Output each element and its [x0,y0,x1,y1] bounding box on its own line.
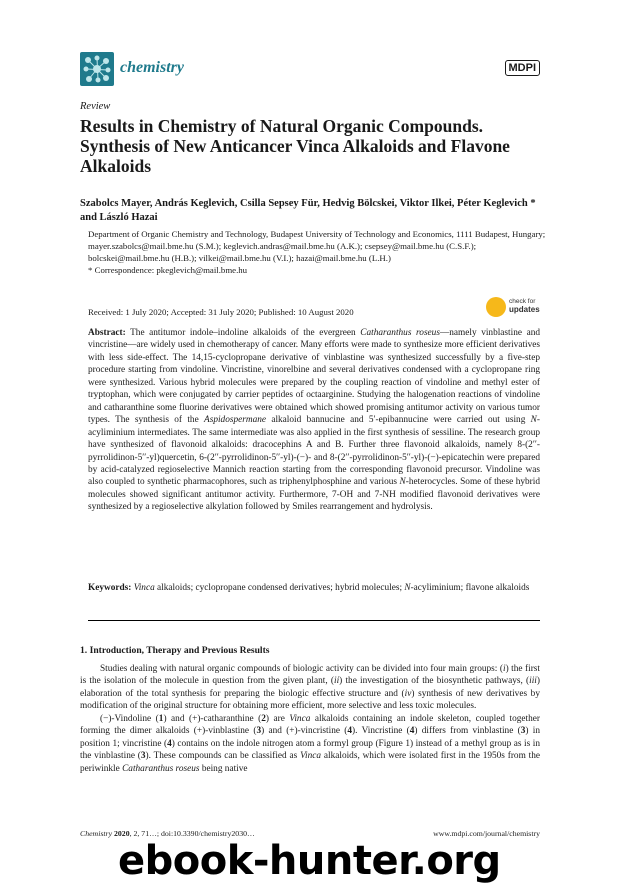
text: Studies dealing with natural organic compounds of biologic activity can be divided into four main groups: ( [100,664,503,674]
compound-number: 3 [520,726,526,737]
abstract-italic: Aspidospermane [204,415,266,426]
compound-number: 4 [409,726,415,737]
italic: i [502,664,506,674]
keywords-italic: N [404,583,411,593]
footer-doi: , 2, 71…; doi:10.3390/chemistry2030… [129,829,255,838]
check-updates-line2: updates [509,305,540,314]
abstract-text: -acyliminium intermediates. The same intermediate was also applied in the first synthesis of sessiline. The research group have synthesized of flavonoid alkaloids: dracocephins A and B. Further three flavonoid alkaloids, namely 8-(2′′-pyrrolidinon-5′′-yl)quercetin, 6-(2′′-pyrrolidinon-5′′-yl)-(−)- and 8-(2′′-pyrrolidinon-5′′-yl)-(−)-epicatechin were prepared by acid-catalyzed regioselective Mannich reaction starting from the corresponding flavonoid precursor. Vindoline was also coupled to synthetic pharmacophores, such as triphenylphosphine and various [88,415,540,488]
abstract-text: -heterocycles. Some of these hybrid molecules showed significant antitumor activity. Furthermore, 7-OH and 7-NH modified flavonoid derivatives were synthesized by a regioselective alkylation followed by Smiles rearrangement and hydrolysis. [88,477,540,513]
italic: iv [404,688,412,699]
compound-number: 4 [167,738,172,749]
affiliation-block [88,228,548,276]
text: ) differs from vinblastine ( [414,726,521,737]
abstract-text: The antitumor indole–indoline alkaloids of the evergreen [125,328,361,338]
abstract-italic: Catharanthus roseus [360,328,440,338]
italic: Vinca [300,751,322,762]
publisher-logo: MDPI [505,60,541,76]
correspondence: * Correspondence: pkeglevich@mail.bme.hu [88,265,248,276]
text: ) elaboration of the total synthesis for preparing the biologic effective structure and ( [80,676,540,699]
publication-dates: Received: 1 July 2020; Accepted: 31 July 2020; Published: 10 August 2020 [88,307,354,317]
italic: iii [529,676,537,687]
italic: Catharanthus roseus [122,763,200,774]
journal-header [80,52,540,92]
italic: Vinca [289,713,311,724]
compound-number: 4 [347,726,353,737]
footer-year: 2020 [112,829,130,838]
text: ). These compounds can be classified as [145,751,301,762]
footer-journal: Chemistry [80,829,113,838]
divider [88,620,540,621]
affiliation-address: Department of Organic Chemistry and Technology, Budapest University of Technology and Economics, 1111 Budapest, Hungary; mayer.szabolcs@mail.bme.hu (S.M.); keglevich.andras@mail.bme.hu (A.K.); csepsey@mail.bme.hu (C.S.F.); bolcskei@mail.bme.hu (H.B.); vilkei@mail.bme.hu (V.I.); hazai@mail.bme.hu (L.H.) [88,229,546,264]
text: ) and (+)-vincristine ( [261,726,348,737]
text: (−)-Vindoline ( [100,713,159,724]
text: ) the first is the isolation of the molecule in question from the given plant, ( [80,664,541,687]
abstract-text: alkaloid bannucine and 5′-epibannucine were carried out using [266,415,531,426]
text: ) are [265,713,290,724]
section-heading: 1. Introduction, Therapy and Previous Results [80,645,270,656]
compound-number: 1 [158,713,164,724]
keywords-italic: Vinca [133,583,155,593]
article-type: Review [80,101,111,112]
journal-logo [80,52,114,86]
paragraph-1 [80,663,540,713]
keywords [88,582,540,594]
check-updates-icon [486,297,506,317]
italic: ii [334,676,340,687]
text: being native [199,763,248,774]
keywords-label: Keywords: [88,583,132,593]
page-footer [80,829,540,838]
abstract-italic: N [530,415,537,426]
paragraph-2 [80,713,540,775]
abstract-italic: N [399,477,406,488]
watermark: ebook-hunter.org [118,838,501,884]
text: alkaloids, which were isolated first in the 1950s from the periwinkle [80,751,540,774]
text: ) the investigation of the biosynthetic pathways, ( [339,676,530,687]
footer-citation [80,829,255,838]
journal-name: chemistry [120,59,184,76]
text: ) synthesis of new derivatives by modification of the original structure for obtaining more efficient, more selective and less toxic molecules. [80,688,540,712]
text: alkaloids containing an indole skeleton, coupled together forming the dimer alkaloids (+)-vinblastine ( [80,713,541,737]
keywords-text: -acyliminium; flavone alkaloids [410,583,530,593]
body-text [80,663,540,775]
text: ) contains on the indole nitrogen atom a formyl group (Figure 1) instead of a methyl group as is in the vinblastine ( [80,738,540,762]
abstract [88,327,540,514]
paper-title: Results in Chemistry of Natural Organic Compounds. Synthesis of New Anticancer Vinca Alkaloids and Flavone Alkaloids [80,116,510,176]
compound-number: 3 [256,726,262,737]
text: ). Vincristine ( [352,726,410,737]
compound-number: 3 [140,751,146,762]
author-list: Szabolcs Mayer, András Keglevich, Csilla Sepsey Für, Hedvig Bölcskei, Viktor Ilkei, Péter Keglevich * and László Hazai [80,198,536,223]
check-for-updates-badge[interactable] [486,297,542,319]
molecule-icon [80,52,114,86]
keywords-text: alkaloids; cyclopropane condensed derivatives; hybrid molecules; [154,583,405,593]
text: ) in position 1; vincristine ( [80,726,540,749]
text: ) and (+)-catharanthine ( [163,713,262,724]
abstract-text: —namely vinblastine and vincristine—are widely used in chemotherapy of cancer. Many efforts were made to synthesize more efficient derivatives with less side-effect. The 14,15-cyclopropane derivative of vinblastine was synthesized successfully by a five-step procedure starting from vindoline. Vincristine, vinorelbine and several derivatives condensed with a cyclopropane ring were synthesized. Various hybrid molecules were prepared by the coupling reaction of vindoline and methyl ester of tryptophan, which were conjugated by carrier peptides of octaarginine. Studying the halogenation reactions of vindoline and catharanthine some fluorine derivatives were obtained which showed promising antitumor activity on various tumor types. The synthesis of the [88,328,540,426]
footer-journal-link[interactable]: www.mdpi.com/journal/chemistry [433,829,540,838]
check-updates-line1: check for [509,298,536,305]
compound-number: 2 [261,713,266,724]
abstract-label: Abstract: [88,328,126,338]
